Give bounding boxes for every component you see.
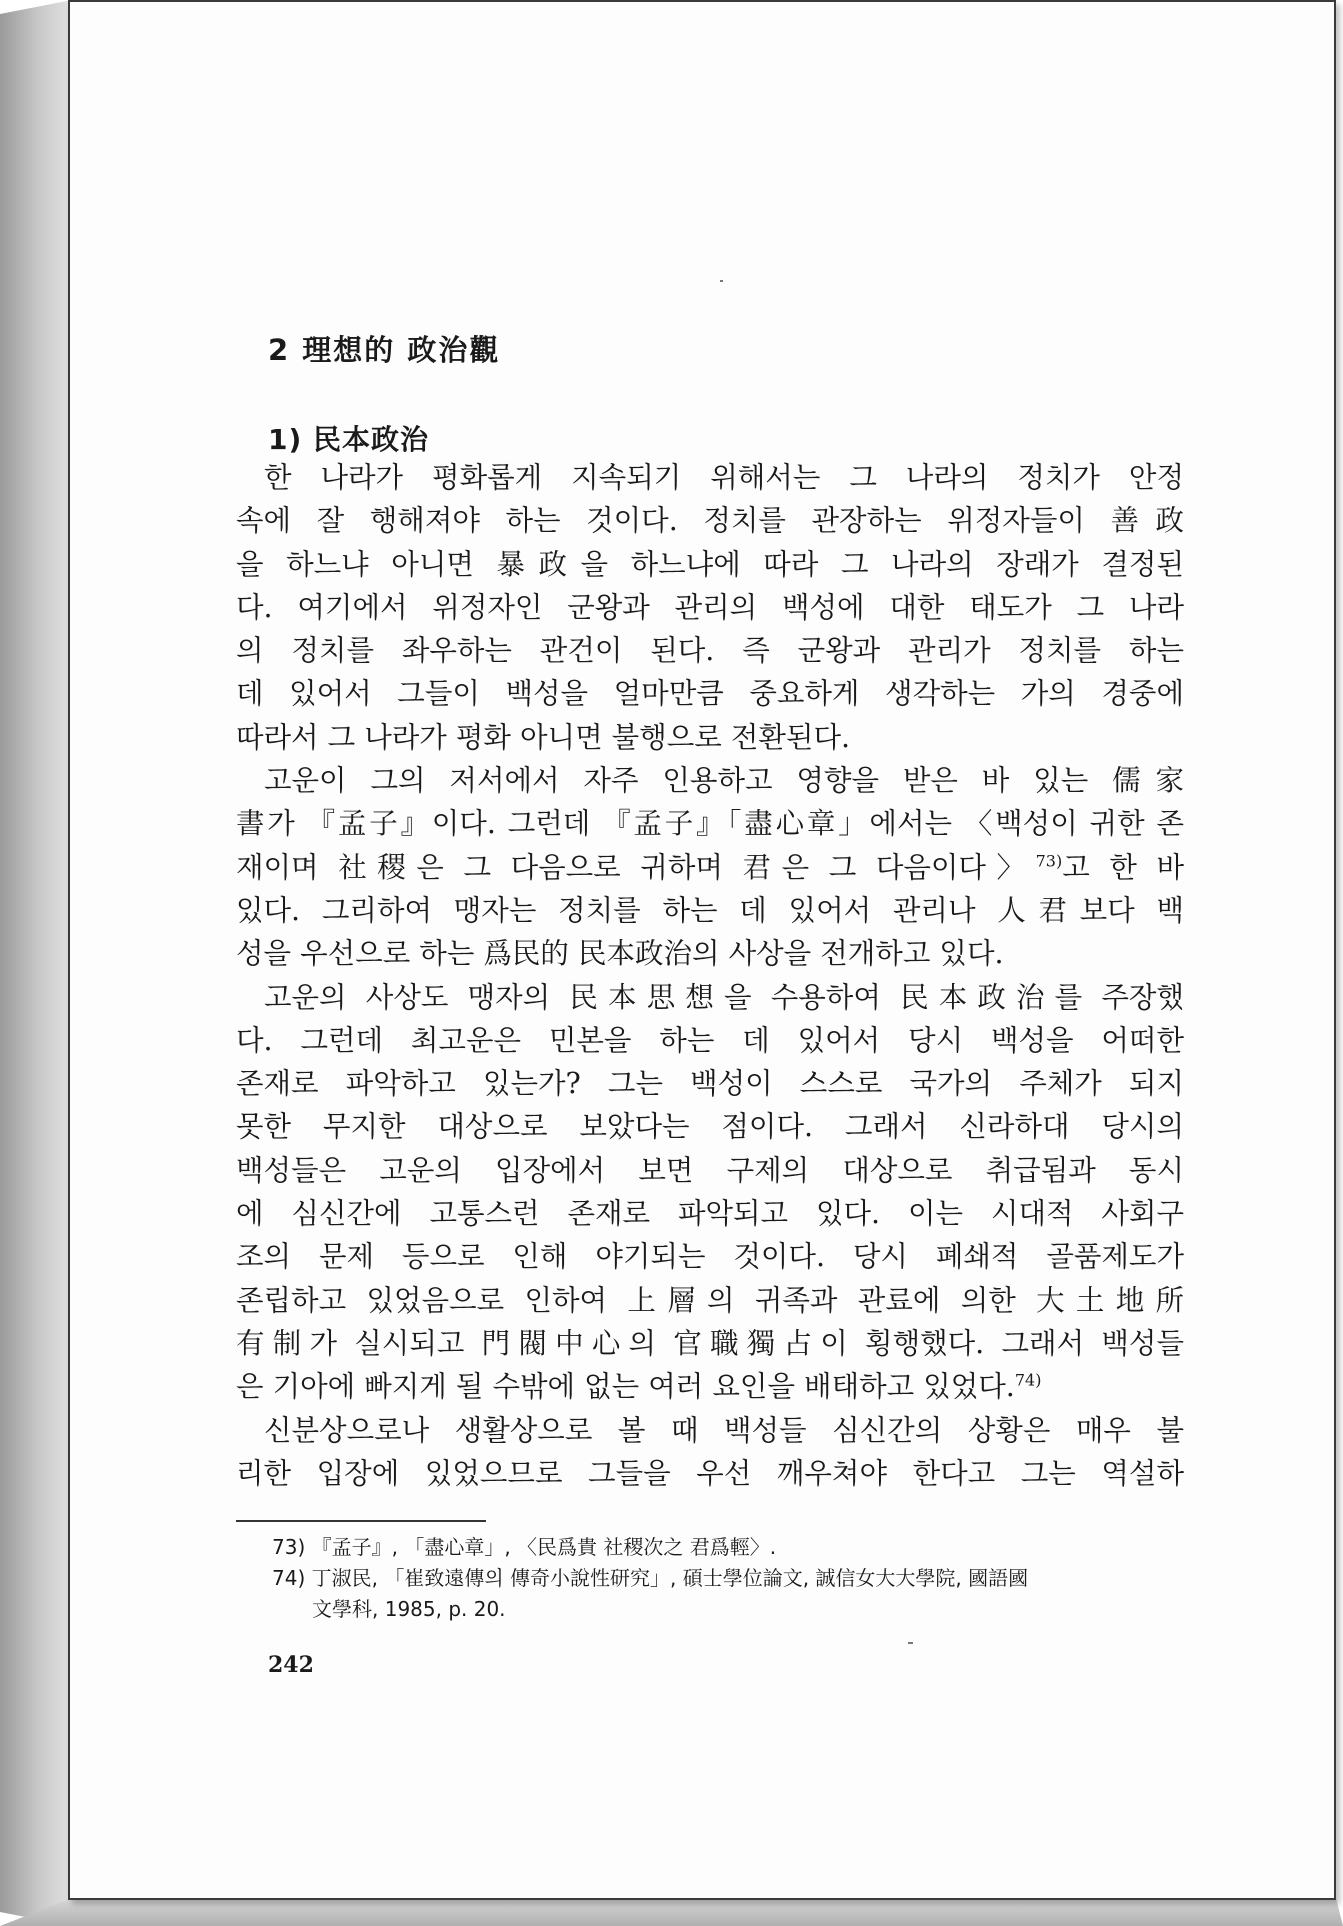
text-line: 고운이 그의 저서에서 자주 인용하고 영향을 받은 바 있는 儒家 xyxy=(264,764,1184,798)
paragraph xyxy=(236,1409,1184,1496)
footnote-text-continuation: 文學科, 1985, p. 20. xyxy=(312,1597,506,1621)
footnote-73 xyxy=(272,1532,1192,1563)
text-line: 성을 우선으로 하는 爲民的 民本政治의 사상을 전개하고 있다. xyxy=(236,937,1004,971)
paragraph xyxy=(236,976,1184,1409)
text-line: 書가 『孟子』이다. 그런데 『孟子』「盡心章」에서는 〈백성이 귀한 존 xyxy=(236,807,1184,841)
text-segment: 고 한 바 xyxy=(1062,850,1184,884)
text-line: 속에 잘 행해져야 하는 것이다. 정치를 관장하는 위정자들이 善政 xyxy=(236,504,1184,538)
text-line: 못한 무지한 대상으로 보았다는 점이다. 그래서 신라하대 당시의 xyxy=(236,1110,1184,1144)
text-line: 다. 여기에서 위정자인 군왕과 관리의 백성에 대한 태도가 그 나라 xyxy=(236,590,1184,624)
text-line-with-footnote xyxy=(236,846,1184,889)
text-line: 존재로 파악하고 있는가? 그는 백성이 스스로 국가의 주체가 되지 xyxy=(236,1067,1184,1101)
text-line: 있다. 그리하여 맹자는 정치를 하는 데 있어서 관리나 人君보다 백 xyxy=(236,893,1184,927)
footnote-ref-74[interactable]: 74) xyxy=(1014,1370,1042,1390)
book-bottom-edge xyxy=(0,1898,1343,1926)
footnote-text: 73) 『孟子』, 「盡心章」, 〈民爲貴 社稷次之 君爲輕〉. xyxy=(272,1535,777,1559)
footnotes xyxy=(272,1532,1192,1625)
text-line: 고운의 사상도 맹자의 民本思想을 수용하여 民本政治를 주장했 xyxy=(264,980,1184,1014)
text-line: 따라서 그 나라가 평화 아니면 불행으로 전환된다. xyxy=(236,720,851,754)
text-line: 리한 입장에 있었으므로 그들을 우선 깨우쳐야 한다고 그는 역설하 xyxy=(236,1456,1184,1490)
text-line: 에 심신간에 고통스런 존재로 파악되고 있다. 이는 시대적 사회구 xyxy=(236,1197,1184,1231)
book-side-edge xyxy=(0,0,72,1926)
page-number: 242 xyxy=(268,1652,314,1678)
scan-speck xyxy=(908,1642,913,1644)
text-line: 을 하느냐 아니면 暴政을 하느냐에 따라 그 나라의 장래가 결정된 xyxy=(236,547,1184,581)
text-line: 有制가 실시되고 門閥中心의 官職獨占이 횡행했다. 그래서 백성들 xyxy=(236,1326,1184,1360)
text-line: 조의 문제 등으로 인해 야기되는 것이다. 당시 폐쇄적 골품제도가 xyxy=(236,1240,1184,1274)
text-line: 데 있어서 그들이 백성을 얼마만큼 중요하게 생각하는 가의 경중에 xyxy=(236,677,1184,711)
text-segment: 재이며 社稷은 그 다음으로 귀하며 君은 그 다음이다〉 xyxy=(236,850,1036,884)
text-line: 다. 그런데 최고운은 민본을 하는 데 있어서 당시 백성을 어떠한 xyxy=(236,1023,1184,1057)
text-segment: 은 기아에 빠지게 될 수밖에 없는 여러 요인을 배태하고 있었다. xyxy=(236,1370,1015,1404)
text-line-with-footnote xyxy=(236,1365,1184,1408)
section-title: 2 理想的 政治觀 xyxy=(268,333,501,367)
footnote-74 xyxy=(272,1563,1192,1625)
text-line: 한 나라가 평화롭게 지속되기 위해서는 그 나라의 정치가 안정 xyxy=(264,461,1184,494)
paragraph xyxy=(236,759,1184,975)
text-line: 백성들은 고운의 입장에서 보면 구제의 대상으로 취급됨과 동시 xyxy=(236,1153,1184,1187)
text-line: 신분상으로나 생활상으로 볼 때 백성들 심신간의 상황은 매우 불 xyxy=(264,1413,1184,1447)
footnote-divider xyxy=(236,1520,486,1522)
text-line: 존립하고 있었음으로 인하여 上層의 귀족과 관료에 의한 大土地所 xyxy=(236,1283,1184,1317)
body-text xyxy=(236,456,1184,1495)
subsection-title: 1) 民本政治 xyxy=(268,423,430,456)
paragraph xyxy=(236,456,1184,759)
footnote-ref-73[interactable]: 73) xyxy=(1035,851,1063,871)
scan-speck xyxy=(720,280,723,282)
text-line: 의 정치를 좌우하는 관건이 된다. 즉 군왕과 관리가 정치를 하는 xyxy=(236,634,1184,668)
footnote-text: 74) 丁淑民, 「崔致遠傳의 傳奇小說性研究」, 碩士學位論文, 誠信女大大學院, 國語國 xyxy=(272,1566,1029,1590)
